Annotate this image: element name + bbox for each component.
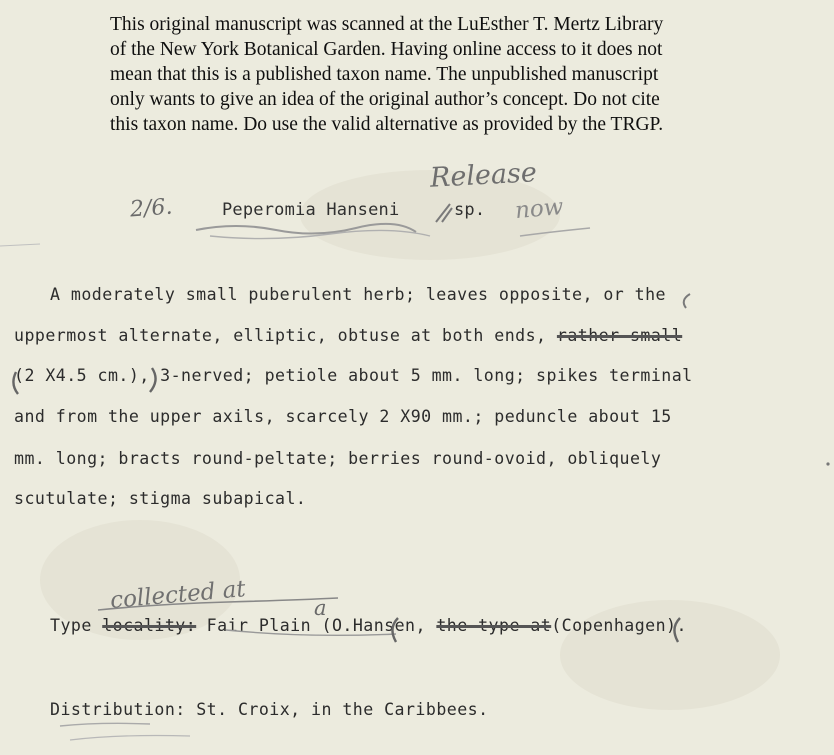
handwritten-insert: collected at — [109, 576, 247, 614]
pencil-underline — [70, 736, 190, 741]
library-notice — [110, 12, 750, 137]
description-line: mm. long; bracts round-peltate; berries round-ovoid, obliquely — [14, 449, 662, 468]
pencil-comma — [684, 294, 690, 308]
pencil-stray-mark — [0, 244, 40, 246]
handwritten-letter: a — [314, 596, 327, 620]
type-herbarium: (Copenhagen). — [551, 616, 687, 635]
distribution-value: St. Croix, in the Caribbees. — [196, 700, 489, 719]
pencil-underline — [60, 723, 150, 726]
description-line: (2 X4.5 cm.), 3-nerved; petiole about 5 mm. long; spikes terminal — [14, 366, 693, 385]
notice-line: of the New York Botanical Garden. Having online access to it does not — [110, 39, 663, 60]
type-label: Type — [50, 616, 92, 635]
type-line — [50, 616, 687, 635]
notice-line: only wants to give an idea of the original author’s concept. Do not cite — [110, 89, 660, 110]
pencil-dot — [826, 462, 829, 465]
distribution-line — [50, 700, 489, 719]
taxon-title: Peperomia Hanseni — [222, 200, 400, 220]
struck-text: rather small — [556, 326, 683, 345]
description-line: A moderately small puberulent herb; leaves opposite, or the — [50, 285, 666, 304]
notice-line: this taxon name. Do use the valid alternative as provided by the TRGP. — [110, 114, 664, 135]
description-line: and from the upper axils, scarcely 2 X90 mm.; peduncle about 15 — [14, 407, 672, 426]
description-line — [14, 326, 682, 345]
struck-locality: locality: — [102, 616, 197, 635]
type-place: Fair Plain — [206, 616, 312, 635]
handwritten-release: Release — [429, 157, 538, 194]
notice-line: This original manuscript was scanned at the LuEsther T. Mertz Library — [110, 14, 664, 35]
description-line: scutulate; stigma subapical. — [14, 489, 307, 508]
taxon-suffix: sp. — [454, 200, 486, 220]
distribution-label: Distribution: — [50, 700, 186, 719]
type-collector: (O.Hansen, — [321, 616, 426, 635]
handwritten-now: now — [513, 193, 565, 225]
notice-line: mean that this is a published taxon name. The unpublished manuscript — [110, 64, 659, 85]
struck-type-phrase: the type at — [436, 616, 552, 635]
handwritten-number: 2/6. — [129, 194, 174, 223]
description-text: uppermost alternate, elliptic, obtuse at both ends, — [14, 326, 557, 345]
